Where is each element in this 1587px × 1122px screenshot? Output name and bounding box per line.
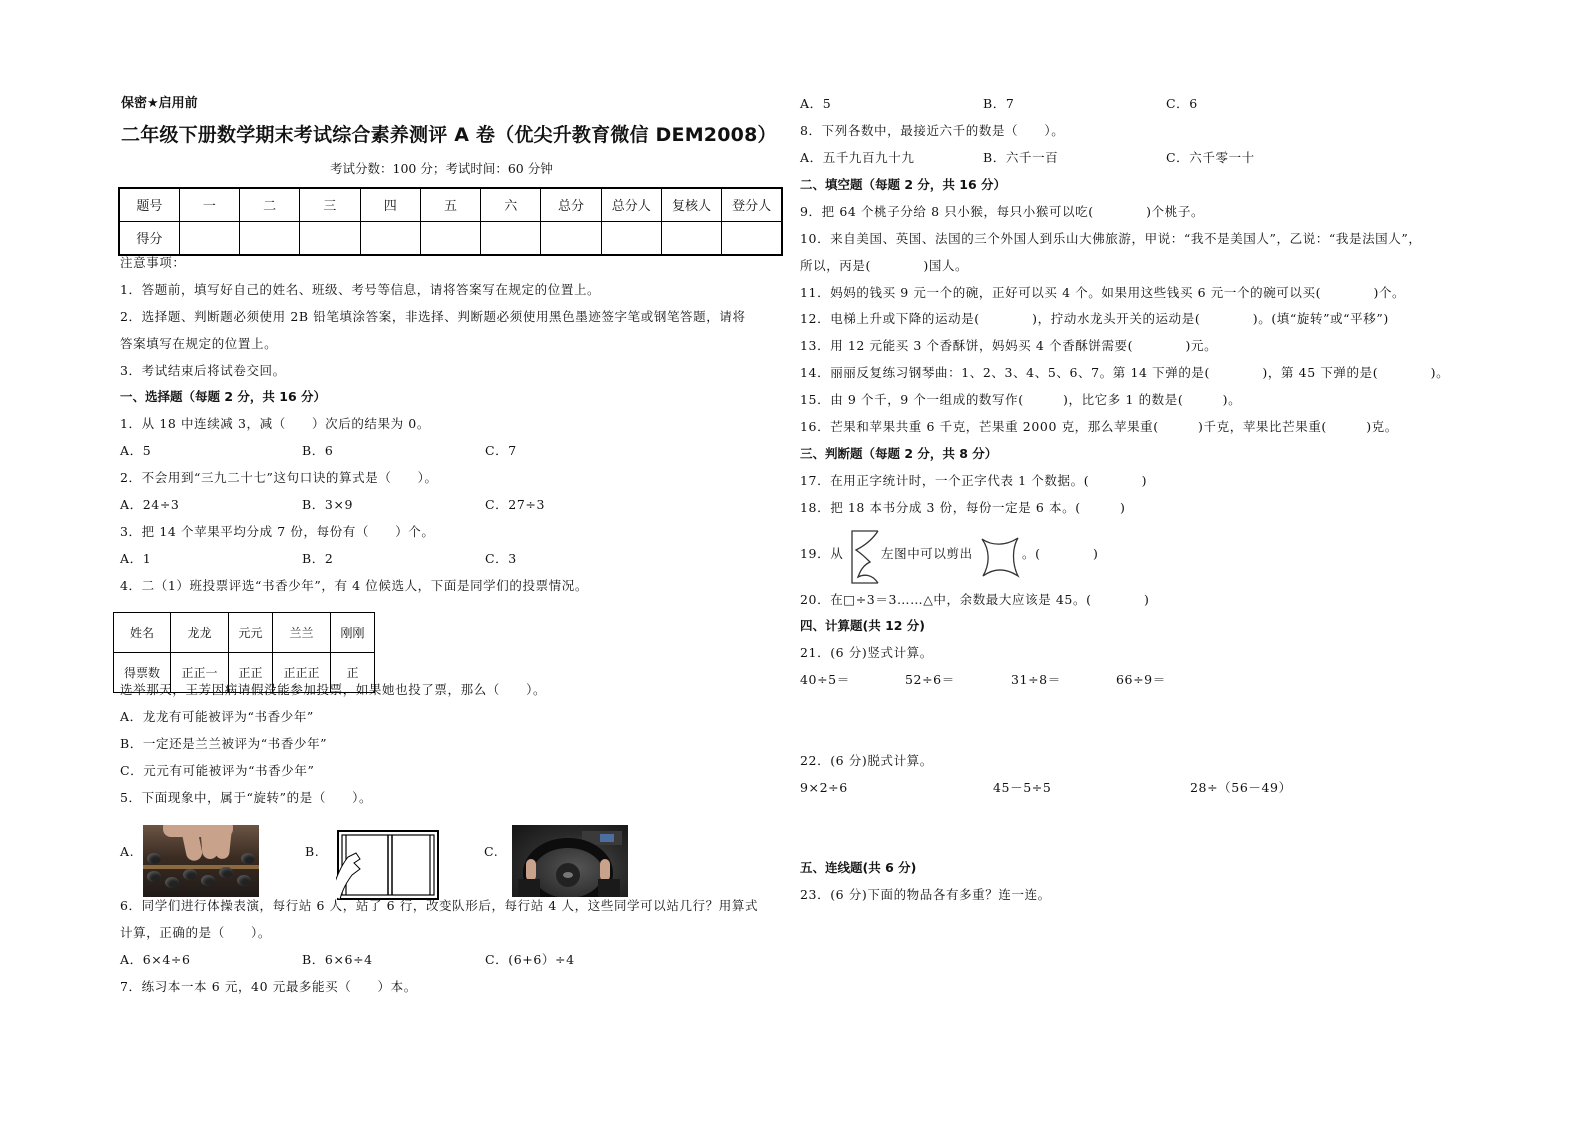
- stepwise-calc-expr: 28÷（56－49）: [1190, 780, 1292, 795]
- question-6-line1: 6．同学们进行体操表演，每行站 6 人，站了 6 行，改变队形后，每行站 4 人，这些同学可以站几行？用算式: [120, 898, 759, 913]
- question-5: 5．下面现象中，属于“旋转”的是（ ）。: [120, 790, 373, 805]
- score-header-cell: 一: [179, 188, 239, 222]
- score-header-cell: 四: [360, 188, 420, 222]
- question-13: 13．用 12 元能买 3 个香酥饼，妈妈买 4 个香酥饼需要( )元。: [800, 338, 1218, 353]
- notes-heading: 注意事项：: [120, 255, 186, 270]
- score-header-cell: 登分人: [722, 188, 782, 222]
- score-table: [118, 187, 783, 256]
- section-heading-judge: 三、判断题（每题 2 分，共 8 分）: [800, 446, 998, 461]
- option-a: A．6×4÷6: [120, 952, 191, 967]
- option-b: B．6: [302, 443, 334, 458]
- option-c: C．6: [1166, 96, 1198, 111]
- score-cell: [420, 222, 480, 256]
- abacus-image: [143, 825, 259, 897]
- question-2: 2．不会用到“三九二十七”这句口诀的算式是（ ）。: [120, 470, 438, 485]
- option-a: A．1: [120, 551, 152, 566]
- question-17: 17．在用正字统计时，一个正字代表 1 个数据。( ): [800, 473, 1148, 488]
- question-19-prefix: 19．从: [800, 546, 844, 561]
- four-point-star-icon: [980, 536, 1020, 578]
- vote-header-cell: 元元: [229, 613, 273, 653]
- score-header-cell: 五: [420, 188, 480, 222]
- score-cell: [240, 222, 300, 256]
- question-22: 22．(6 分)脱式计算。: [800, 753, 933, 768]
- question-11: 11．妈妈的钱买 9 元一个的碗，正好可以买 4 个。如果用这些钱买 6 元一个的碗可以买( )个。: [800, 285, 1406, 300]
- exam-info: 考试分数：100 分；考试时间：60 分钟: [330, 161, 553, 176]
- score-cell: [300, 222, 360, 256]
- score-header-cell: 总分人: [601, 188, 661, 222]
- question-23: 23．(6 分)下面的物品各有多重？连一连。: [800, 887, 1051, 902]
- section-heading-calc: 四、计算题(共 12 分): [800, 618, 926, 633]
- vote-header-cell: 龙龙: [171, 613, 229, 653]
- score-cell: [661, 222, 721, 256]
- option-a: A．五千九百九十九: [800, 150, 915, 165]
- question-8: 8．下列各数中，最接近六千的数是（ ）。: [800, 123, 1065, 138]
- folded-paper-icon: [850, 530, 880, 584]
- score-header-cell: 二: [240, 188, 300, 222]
- vote-cell: 正正: [229, 653, 273, 693]
- vote-header-cell: 兰兰: [273, 613, 331, 653]
- question-14: 14．丽丽反复练习钢琴曲：1、2、3、4、5、6、7。第 14 下弹的是( )，第 45 下弹的是( )。: [800, 365, 1450, 380]
- question-3: 3．把 14 个苹果平均分成 7 份，每份有（ ）个。: [120, 524, 435, 539]
- question-10-line2: 所以，丙是( )国人。: [800, 258, 969, 273]
- vote-cell: 正正正: [273, 653, 331, 693]
- score-table-header-row: [119, 188, 782, 222]
- note-item: 3．考试结束后将试卷交回。: [120, 363, 286, 378]
- question-21: 21．(6 分)竖式计算。: [800, 645, 933, 660]
- option-b: B．7: [983, 96, 1015, 111]
- vote-row-label: 得票数: [114, 653, 171, 693]
- vote-header-cell: 刚刚: [331, 613, 375, 653]
- vote-cell: 正: [331, 653, 375, 693]
- option-a: A．龙龙有可能被评为“书香少年”: [120, 709, 314, 724]
- steering-wheel-image: [512, 825, 628, 897]
- score-cell: [179, 222, 239, 256]
- note-item: 答案填写在规定的位置上。: [120, 336, 278, 351]
- vote-header-cell: 姓名: [114, 613, 171, 653]
- option-b: B．六千一百: [983, 150, 1059, 165]
- question-9: 9．把 64 个桃子分给 8 只小猴，每只小猴可以吃( )个桃子。: [800, 204, 1205, 219]
- vote-table: [113, 612, 375, 693]
- question-10-line1: 10．来自美国、英国、法国的三个外国人到乐山大佛旅游，甲说：“我不是美国人”，乙说：“我是法国人”，: [800, 231, 1422, 246]
- note-item: 2．选择题、判断题必须使用 2B 铅笔填涂答案，非选择、判断题必须使用黑色墨迹签字笔或钢笔答题，请将: [120, 309, 746, 324]
- option-c: C．7: [485, 443, 517, 458]
- score-cell: [360, 222, 420, 256]
- score-header-cell: 三: [300, 188, 360, 222]
- section-heading-choice: 一、选择题（每题 2 分，共 16 分）: [120, 389, 327, 404]
- score-header-cell: 总分: [541, 188, 601, 222]
- question-16: 16．芒果和苹果共重 6 千克，芒果重 2000 克，那么苹果重( )千克，苹果比芒果重( )克。: [800, 419, 1398, 434]
- option-c: C．(6+6）÷4: [485, 952, 575, 967]
- score-cell: [481, 222, 541, 256]
- option-c: C．27÷3: [485, 497, 545, 512]
- option-b: B．2: [302, 551, 334, 566]
- vertical-calc-expr: 66÷9＝: [1116, 672, 1166, 687]
- option-b-label: B.: [305, 844, 320, 859]
- score-cell: [541, 222, 601, 256]
- option-c: C．3: [485, 551, 517, 566]
- vertical-calc-expr: 40÷5＝: [800, 672, 850, 687]
- option-b: B．一定还是兰兰被评为“书香少年”: [120, 736, 328, 751]
- option-a: A．24÷3: [120, 497, 180, 512]
- section-heading-fill: 二、填空题（每题 2 分，共 16 分）: [800, 177, 1007, 192]
- section-heading-matching: 五、连线题(共 6 分): [800, 860, 917, 875]
- question-19-middle: 左图中可以剪出: [881, 546, 973, 561]
- question-6-line2: 计算，正确的是（ ）。: [120, 925, 271, 940]
- question-12: 12．电梯上升或下降的运动是( )，拧动水龙头开关的运动是( )。(填“旋转”或“平移”): [800, 311, 1389, 326]
- question-7: 7．练习本一本 6 元，40 元最多能买（ ）本。: [120, 979, 417, 994]
- question-4-followup: 选举那天，王芳因病请假没能参加投票，如果她也投了票，那么（ ）。: [120, 682, 547, 697]
- score-cell: [722, 222, 782, 256]
- option-b: B．3×9: [302, 497, 354, 512]
- score-table-score-row: [119, 222, 782, 256]
- option-c: C．六千零一十: [1166, 150, 1255, 165]
- question-15: 15．由 9 个千，9 个一组成的数写作( )，比它多 1 的数是( )。: [800, 392, 1242, 407]
- question-18: 18．把 18 本书分成 3 份，每份一定是 6 本。( ): [800, 500, 1126, 515]
- option-b: B．6×6÷4: [302, 952, 373, 967]
- option-a-label: A.: [120, 844, 135, 859]
- score-cell: [601, 222, 661, 256]
- question-20: 20．在□÷3＝3……△中，余数最大应该是 45。( ): [800, 592, 1150, 607]
- option-a: A．5: [800, 96, 832, 111]
- score-header-cell: 题号: [119, 188, 179, 222]
- note-item: 1．答题前，填写好自己的姓名、班级、考号等信息，请将答案写在规定的位置上。: [120, 282, 601, 297]
- score-header-cell: 六: [481, 188, 541, 222]
- question-4: 4．二（1）班投票评选“书香少年”，有 4 位候选人，下面是同学们的投票情况。: [120, 578, 588, 593]
- page-title: 二年级下册数学期末考试综合素养测评 A 卷（优尖升教育微信 DEM2008）: [121, 124, 777, 146]
- confidential-label: 保密★启用前: [121, 96, 198, 111]
- question-1: 1．从 18 中连续减 3，减（ ）次后的结果为 0。: [120, 416, 430, 431]
- score-header-cell: 复核人: [661, 188, 721, 222]
- vertical-calc-expr: 31÷8＝: [1011, 672, 1061, 687]
- vote-cell: 正正一: [171, 653, 229, 693]
- vote-table-header-row: [114, 613, 375, 653]
- option-c: C．元元有可能被评为“书香少年”: [120, 763, 315, 778]
- stepwise-calc-expr: 9×2÷6: [800, 780, 848, 795]
- vertical-calc-expr: 52÷6＝: [905, 672, 955, 687]
- option-c-label: C.: [484, 844, 499, 859]
- sliding-window-image: [336, 829, 440, 901]
- option-a: A．5: [120, 443, 152, 458]
- question-19-suffix: 。( ): [1022, 546, 1099, 561]
- score-row-label: 得分: [119, 222, 179, 256]
- stepwise-calc-expr: 45－5÷5: [993, 780, 1052, 795]
